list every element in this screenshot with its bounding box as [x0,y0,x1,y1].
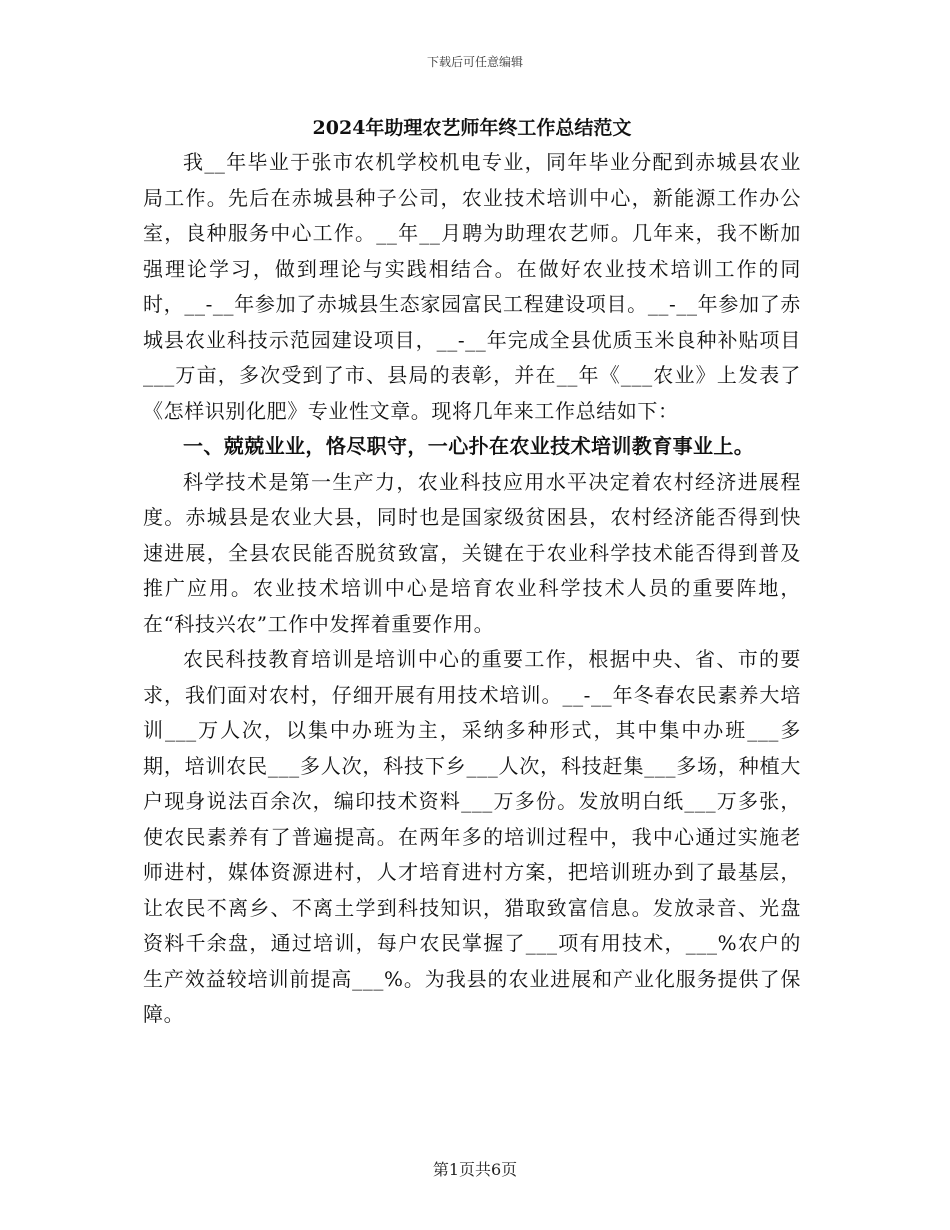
page-header-note: 下载后可任意编辑 [426,55,523,69]
body-paragraph-2: 农民科技教育培训是培训中心的重要工作，根据中央、省、市的要求，我们面对农村，仔细开展有用技术培训。__-__年冬春农民素养大培训___万人次，以集中办班为主，采纳多种形式，其中集中办班___多期，培训农民___多人次，科技下乡___人次，科技赶集___多场，种植大户现身说法百余次，编印技术资料___万多份。发放明白纸___万多张，使农民素养有了普遍提高。在两年多的培训过程中，我中心通过实施老师进村，媒体资源进村，人才培育进村方案，把培训班办到了最基层，让农民不离乡、不离土学到科技知识，猎取致富信息。发放录音、光盘资料千余盘，通过培训，每户农民掌握了___项有用技术，___%农户的生产效益较培训前提高___%。为我县的农业进展和产业化服务提供了保障。 [143,647,801,1026]
body-paragraph-1: 科学技术是第一生产力，农业科技应用水平决定着农村经济进展程度。赤城县是农业大县，同时也是国家级贫困县，农村经济能否得到快速进展，全县农民能否脱贫致富，关键在于农业科学技术能否得到普及推广应用。农业技术培训中心是培育农业科学技术人员的重要阵地，在“科技兴农”工作中发挥着重要作用。 [143,469,801,636]
intro-paragraph: 我__年毕业于张市农机学校机电专业，同年毕业分配到赤城县农业局工作。先后在赤城县种子公司，农业技术培训中心，新能源工作办公室，良种服务中心工作。__年__月聘为助理农艺师。几年来，我不断加强理论学习，做到理论与实践相结合。在做好农业技术培训工作的同时，__-__年参加了赤城县生态家园富民工程建设项目。__-__年参加了赤城县农业科技示范园建设项目，__-__年完成全县优质玉米良种补贴项目___万亩，多次受到了市、县局的表彰，并在__年《___农业》上发表了《怎样识别化肥》专业性文章。现将几年来工作总结如下： [143,150,801,423]
document-title: 2024年助理农艺师年终工作总结范文 [312,117,632,139]
section-heading-1: 一、兢兢业业，恪尽职守，一心扑在农业技术培训教育事业上。 [183,434,755,458]
document-body [143,113,801,1033]
page-number: 第1页共6页 [432,1160,518,1179]
